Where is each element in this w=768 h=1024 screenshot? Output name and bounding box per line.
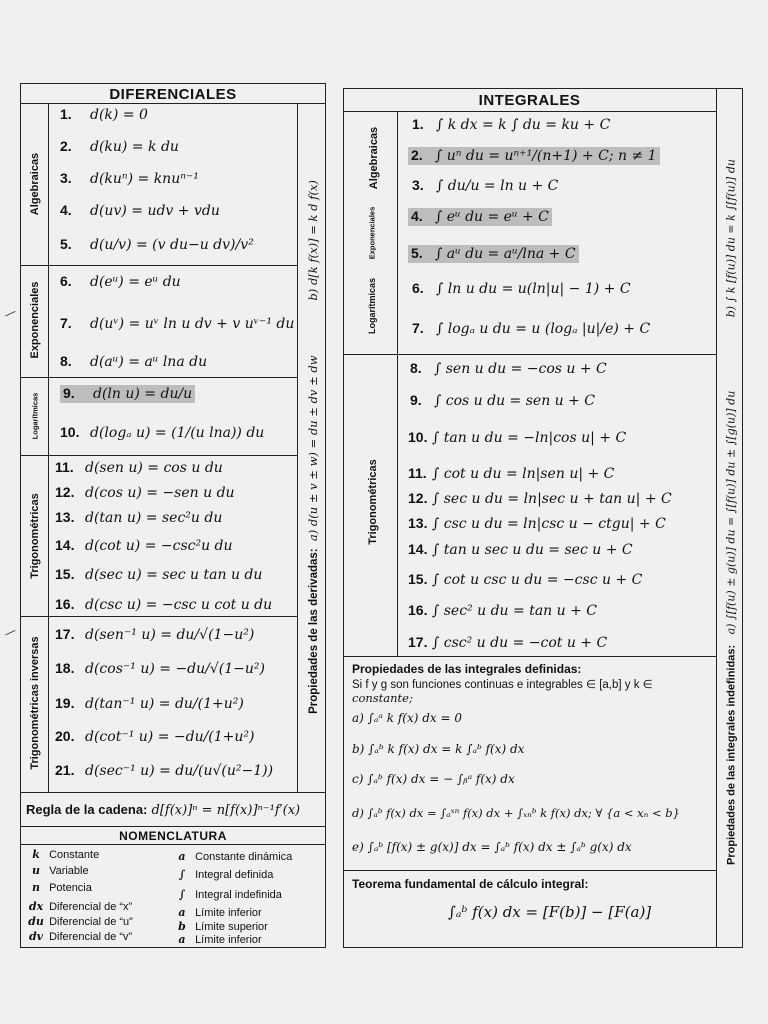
nom-item: ∫ Integral indefinida xyxy=(178,888,282,901)
formula-row: 11. d(sen u) = cos u du xyxy=(55,459,223,476)
nom-item: du Diferencial de “u” xyxy=(28,915,133,928)
formula-row: 14. d(cot u) = −csc²u du xyxy=(55,537,233,554)
nom-item: k Constante xyxy=(32,848,100,861)
nom-item: a Constante dinámica xyxy=(178,850,293,863)
formula-row: 7. ∫ logₐ u du = u (logₐ |u|/e) + C xyxy=(412,320,651,337)
divider xyxy=(20,844,326,845)
definidas-subtitle2: constante; xyxy=(352,691,413,705)
divider xyxy=(397,111,398,656)
definida-prop-b: b) ∫ₐᵇ k f(x) dx = k ∫ₐᵇ f(x) dx xyxy=(352,742,525,756)
integrales-title: INTEGRALES xyxy=(478,92,581,109)
formula-row: 16. d(csc u) = −csc u cot u du xyxy=(55,596,273,613)
divider xyxy=(20,377,297,378)
propiedades-derivadas: Propiedades de las derivadas: a) d(u ± v ± w) = du ± dv ± dw b) d[k f(x)] = k d f(x) xyxy=(306,180,320,714)
section-label-trig-inversas: Trigonométricas inversas xyxy=(29,636,41,770)
definidas-subtitle: Si f y g son funciones continuas e integrables ∈ [a,b] y k ∈ xyxy=(352,679,653,691)
formula-row: 17. d(sen⁻¹ u) = du/√(1−u²) xyxy=(55,626,255,643)
nom-item: u Variable xyxy=(32,864,89,877)
nom-item: a Límite inferior xyxy=(178,933,262,946)
formula-row: 9. ∫ cos u du = sen u + C xyxy=(410,392,596,409)
formula-row: 6. ∫ ln u du = u(ln|u| − 1) + C xyxy=(412,280,631,297)
margin-mark: — xyxy=(1,623,19,641)
divider xyxy=(20,616,297,617)
formula-row: 4. ∫ eᵘ du = eᵘ + C xyxy=(408,208,552,225)
formula-row: 4. d(uv) = udv + vdu xyxy=(60,202,220,219)
definida-prop-d: d) ∫ₐᵇ f(x) dx = ∫ₐˣⁿ f(x) dx + ∫ₓₙᵇ k f(x) dx; ∀ {a < xₙ < b} xyxy=(352,806,680,820)
formula-row: 17. ∫ csc² u du = −cot u + C xyxy=(408,634,608,651)
divider xyxy=(20,826,326,827)
formula-row: 19. d(tan⁻¹ u) = du/(1+u²) xyxy=(55,695,244,712)
formula-row: 20. d(cot⁻¹ u) = −du/(1+u²) xyxy=(55,728,255,745)
formula-row: 3. d(kuⁿ) = knuⁿ⁻¹ xyxy=(60,170,199,187)
divider xyxy=(343,354,716,355)
nom-item: a Límite inferior xyxy=(178,906,262,919)
formula-row: 2. ∫ uⁿ du = uⁿ⁺¹/(n+1) + C; n ≠ 1 xyxy=(408,147,660,164)
formula-row: 15. d(sec u) = sec u tan u du xyxy=(55,566,263,583)
section-label-exponenciales: Exponenciales xyxy=(367,206,377,260)
formula-row: 10. d(logₐ u) = (1/(u lna)) du xyxy=(60,424,265,441)
teorema-label: Teorema fundamental de cálculo integral: xyxy=(352,877,589,891)
formula-row: 3. ∫ du/u = ln u + C xyxy=(412,177,559,194)
nom-item: dv Diferencial de “v” xyxy=(28,930,133,943)
formula-row: 15. ∫ cot u csc u du = −csc u + C xyxy=(408,571,643,588)
diferenciales-title: DIFERENCIALES xyxy=(109,86,237,103)
section-label-algebraicas: Algebraicas xyxy=(368,126,380,190)
divider xyxy=(20,265,297,266)
divider xyxy=(48,103,49,792)
formula-row: 11. ∫ cot u du = ln|sen u| + C xyxy=(408,465,615,482)
regla-cadena: Regla de la cadena: d[f(x)]ⁿ = n[f(x)]ⁿ⁻¹f′(x) xyxy=(26,802,301,818)
section-label-algebraicas: Algebraicas xyxy=(29,152,41,216)
formula-row: 5. ∫ aᵘ du = aᵘ/lna + C xyxy=(408,245,579,262)
teorema-formula: ∫ₐᵇ f(x) dx = [F(b)] − [F(a)] xyxy=(448,903,652,921)
nom-item: ∫ Integral definida xyxy=(178,868,274,881)
formula-row: 13. d(tan u) = sec²u du xyxy=(55,509,223,526)
definidas-title: Propiedades de las integrales definidas: xyxy=(352,662,582,676)
formula-row: 2. d(ku) = k du xyxy=(60,138,179,155)
formula-row: 7. d(uᵛ) = uᵛ ln u dv + v uᵛ⁻¹ du xyxy=(60,315,295,332)
divider xyxy=(297,103,298,792)
formula-row: 8. d(aᵘ) = aᵘ lna du xyxy=(60,353,208,370)
definida-prop-a: a) ∫ₐᵃ k f(x) dx = 0 xyxy=(352,711,462,725)
formula-row: 1. ∫ k dx = k ∫ du = ku + C xyxy=(412,116,611,133)
section-label-trigonometricas: Trigonométricas xyxy=(367,459,379,545)
divider xyxy=(20,455,297,456)
definida-prop-c: c) ∫ₐᵇ f(x) dx = − ∫ᵦᵃ f(x) dx xyxy=(352,772,515,786)
formula-row: 14. ∫ tan u sec u du = sec u + C xyxy=(408,541,633,558)
formula-row: 5. d(u/v) = (v du−u dv)/v² xyxy=(60,236,254,253)
formula-row: 16. ∫ sec² u du = tan u + C xyxy=(408,602,597,619)
propiedades-integrales-indefinidas: Propiedades de las integrales indefinidas: a) ∫[f(u) ± g(u)] du = ∫[f(u)] du ± ∫[g(u)] du b) ∫ k [f(u)] du = k ∫[f(u)] du xyxy=(724,159,738,865)
divider xyxy=(716,88,717,948)
formula-row: 10. ∫ tan u du = −ln|cos u| + C xyxy=(408,429,627,446)
section-label-logaritmicas: Logarítmicas xyxy=(30,392,40,440)
formula-row: 1. d(k) = 0 xyxy=(60,106,148,123)
divider xyxy=(20,792,326,793)
section-label-trigonometricas: Trigonométricas xyxy=(29,493,41,579)
formula-row: 6. d(eᵘ) = eᵘ du xyxy=(60,273,181,290)
formula-row: 8. ∫ sen u du = −cos u + C xyxy=(410,360,607,377)
nom-item: b Límite superior xyxy=(178,920,268,933)
margin-mark: — xyxy=(1,304,19,322)
formula-row: 18. d(cos⁻¹ u) = −du/√(1−u²) xyxy=(55,660,265,677)
divider xyxy=(343,656,716,657)
formula-row: 21. d(sec⁻¹ u) = du/(u√(u²−1)) xyxy=(55,762,274,779)
formula-row: 13. ∫ csc u du = ln|csc u − ctgu| + C xyxy=(408,515,666,532)
formula-row: 9. d(ln u) = du/u xyxy=(60,385,195,402)
formula-row: 12. d(cos u) = −sen u du xyxy=(55,484,235,501)
nomenclatura-title: NOMENCLATURA xyxy=(119,829,227,843)
divider xyxy=(20,103,326,104)
divider xyxy=(343,870,716,871)
definida-prop-e: e) ∫ₐᵇ [f(x) ± g(x)] dx = ∫ₐᵇ f(x) dx ± ∫ₐᵇ g(x) dx xyxy=(352,840,632,854)
nom-item: n Potencia xyxy=(32,881,92,894)
section-label-exponenciales: Exponenciales xyxy=(29,281,41,359)
divider xyxy=(343,111,716,112)
formula-row: 12. ∫ sec u du = ln|sec u + tan u| + C xyxy=(408,490,672,507)
nom-item: dx Diferencial de “x” xyxy=(28,900,133,913)
section-label-logaritmicas: Logarítmicas xyxy=(367,277,377,335)
